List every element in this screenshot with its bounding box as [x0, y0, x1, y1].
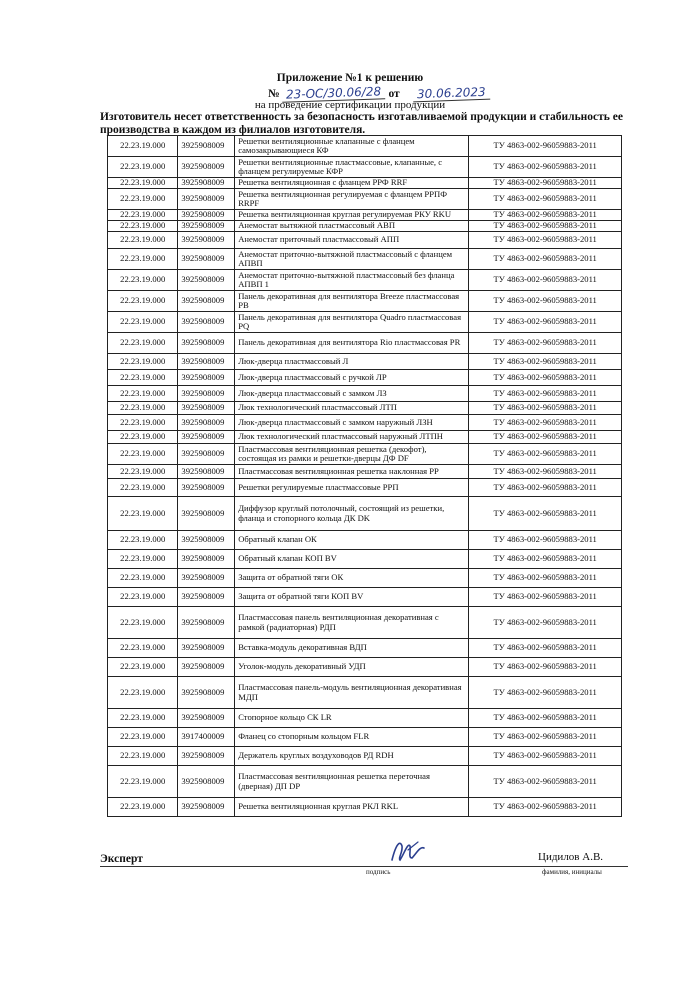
okpd-cell: 22.23.19.000	[108, 550, 178, 569]
okpd-cell: 22.23.19.000	[108, 270, 178, 291]
tu-cell: ТУ 4863-002-96059883-2011	[469, 210, 622, 221]
okpd-cell: 22.23.19.000	[108, 249, 178, 270]
table-row	[108, 402, 622, 415]
subtitle: на проведение сертификации продукции	[254, 99, 446, 111]
product-name-cell: Пластмассовая вентиляционная решетка переточная (дверная) ДП DP	[235, 766, 469, 798]
table-row	[108, 747, 622, 766]
product-name-cell: Панель декоративная для вентилятора Quadro пластмассовая PQ	[235, 312, 469, 333]
tu-cell: ТУ 4863-002-96059883-2011	[469, 709, 622, 728]
okpd-cell: 22.23.19.000	[108, 728, 178, 747]
product-name-cell: Диффузор круглый потолочный, состоящий из решетки, фланца и стопорного кольца ДК DK	[235, 497, 469, 531]
name-caption: фамилия, инициалы	[542, 868, 602, 876]
table-row	[108, 136, 622, 157]
product-name-cell: Решетка вентиляционная с фланцем РРФ RRF	[235, 178, 469, 189]
table-row	[108, 766, 622, 798]
tnved-cell: 3925908009	[178, 639, 235, 658]
tu-cell: ТУ 4863-002-96059883-2011	[469, 354, 622, 370]
tu-cell: ТУ 4863-002-96059883-2011	[469, 465, 622, 479]
tu-cell: ТУ 4863-002-96059883-2011	[469, 402, 622, 415]
table-row	[108, 270, 622, 291]
table-row	[108, 531, 622, 550]
okpd-cell: 22.23.19.000	[108, 497, 178, 531]
product-name-cell: Анемостат приточный пластмассовый АПП	[235, 232, 469, 249]
tnved-cell: 3925908009	[178, 569, 235, 588]
okpd-cell: 22.23.19.000	[108, 569, 178, 588]
tu-cell: ТУ 4863-002-96059883-2011	[469, 312, 622, 333]
table-row	[108, 588, 622, 607]
tu-cell: ТУ 4863-002-96059883-2011	[469, 658, 622, 677]
product-name-cell: Люк технологический пластмассовый наружный ЛТПН	[235, 431, 469, 444]
product-name-cell: Вставка-модуль декоративная ВДП	[235, 639, 469, 658]
product-name-cell: Решетки вентиляционные клапанные с фланцем самозакрывающиеся КФ	[235, 136, 469, 157]
tnved-cell: 3925908009	[178, 588, 235, 607]
product-name-cell: Анемостат приточно-вытяжной пластмассовый с фланцем АПВП	[235, 249, 469, 270]
tu-cell: ТУ 4863-002-96059883-2011	[469, 639, 622, 658]
product-name-cell: Анемостат приточно-вытяжной пластмассовый без фланца АПВП 1	[235, 270, 469, 291]
tu-cell: ТУ 4863-002-96059883-2011	[469, 386, 622, 402]
tu-cell: ТУ 4863-002-96059883-2011	[469, 178, 622, 189]
tnved-cell: 3925908009	[178, 677, 235, 709]
tu-cell: ТУ 4863-002-96059883-2011	[469, 370, 622, 386]
okpd-cell: 22.23.19.000	[108, 189, 178, 210]
table-row	[108, 569, 622, 588]
okpd-cell: 22.23.19.000	[108, 415, 178, 431]
okpd-cell: 22.23.19.000	[108, 354, 178, 370]
tu-cell: ТУ 4863-002-96059883-2011	[469, 157, 622, 178]
tu-cell: ТУ 4863-002-96059883-2011	[469, 728, 622, 747]
product-name-cell: Пластмассовая вентиляционная решетка (декофот), состоящая из рамки и решетки-дверцы ДФ DF	[235, 444, 469, 465]
okpd-cell: 22.23.19.000	[108, 232, 178, 249]
appendix-title: Приложение №1 к решению	[276, 72, 424, 84]
footer-rule	[100, 866, 628, 867]
products-table-body	[108, 136, 622, 817]
product-name-cell: Люк-дверца пластмассовый с ручкой ЛР	[235, 370, 469, 386]
okpd-cell: 22.23.19.000	[108, 709, 178, 728]
table-row	[108, 479, 622, 497]
okpd-cell: 22.23.19.000	[108, 431, 178, 444]
table-row	[108, 798, 622, 817]
tu-cell: ТУ 4863-002-96059883-2011	[469, 531, 622, 550]
tnved-cell: 3925908009	[178, 766, 235, 798]
tu-cell: ТУ 4863-002-96059883-2011	[469, 798, 622, 817]
okpd-cell: 22.23.19.000	[108, 221, 178, 232]
expert-label: Эксперт	[100, 853, 143, 865]
tnved-cell: 3925908009	[178, 431, 235, 444]
date-prefix: от	[388, 88, 400, 100]
table-row	[108, 550, 622, 569]
okpd-cell: 22.23.19.000	[108, 766, 178, 798]
tu-cell: ТУ 4863-002-96059883-2011	[469, 569, 622, 588]
table-row	[108, 312, 622, 333]
tnved-cell: 3925908009	[178, 531, 235, 550]
product-name-cell: Решетки регулируемые пластмассовые РРП	[235, 479, 469, 497]
product-name-cell: Решетка вентиляционная круглая регулируемая РКУ RKU	[235, 210, 469, 221]
okpd-cell: 22.23.19.000	[108, 291, 178, 312]
product-name-cell: Обратный клапан КОП BV	[235, 550, 469, 569]
tnved-cell: 3925908009	[178, 798, 235, 817]
okpd-cell: 22.23.19.000	[108, 178, 178, 189]
table-row	[108, 497, 622, 531]
table-row	[108, 677, 622, 709]
product-name-cell: Анемостат вытяжной пластмассовый АВП	[235, 221, 469, 232]
tnved-cell: 3925908009	[178, 291, 235, 312]
product-name-cell: Люк-дверца пластмассовый Л	[235, 354, 469, 370]
product-name-cell: Решетка вентиляционная круглая РКЛ RKL	[235, 798, 469, 817]
table-row	[108, 415, 622, 431]
table-row	[108, 444, 622, 465]
okpd-cell: 22.23.19.000	[108, 479, 178, 497]
table-row	[108, 210, 622, 221]
tnved-cell: 3925908009	[178, 178, 235, 189]
tu-cell: ТУ 4863-002-96059883-2011	[469, 249, 622, 270]
product-name-cell: Уголок-модуль декоративный УДП	[235, 658, 469, 677]
product-name-cell: Люк-дверца пластмассовый с замком наружный ЛЗН	[235, 415, 469, 431]
table-row	[108, 291, 622, 312]
tu-cell: ТУ 4863-002-96059883-2011	[469, 497, 622, 531]
okpd-cell: 22.23.19.000	[108, 157, 178, 178]
tnved-cell: 3925908009	[178, 312, 235, 333]
okpd-cell: 22.23.19.000	[108, 658, 178, 677]
table-row	[108, 607, 622, 639]
table-row	[108, 386, 622, 402]
tnved-cell: 3925908009	[178, 444, 235, 465]
tnved-cell: 3925908009	[178, 354, 235, 370]
tu-cell: ТУ 4863-002-96059883-2011	[469, 550, 622, 569]
okpd-cell: 22.23.19.000	[108, 370, 178, 386]
product-name-cell: Пластмассовая панель вентиляционная декоративная с рамкой (радиаторная) РДП	[235, 607, 469, 639]
table-row	[108, 639, 622, 658]
table-row	[108, 370, 622, 386]
product-name-cell: Обратный клапан ОК	[235, 531, 469, 550]
table-row	[108, 232, 622, 249]
tu-cell: ТУ 4863-002-96059883-2011	[469, 444, 622, 465]
tnved-cell: 3925908009	[178, 709, 235, 728]
okpd-cell: 22.23.19.000	[108, 136, 178, 157]
tu-cell: ТУ 4863-002-96059883-2011	[469, 333, 622, 354]
product-name-cell: Люк-дверца пластмассовый с замком ЛЗ	[235, 386, 469, 402]
tu-cell: ТУ 4863-002-96059883-2011	[469, 431, 622, 444]
product-name-cell: Пластмассовая вентиляционная решетка наклонная РР	[235, 465, 469, 479]
tu-cell: ТУ 4863-002-96059883-2011	[469, 189, 622, 210]
tnved-cell: 3925908009	[178, 607, 235, 639]
okpd-cell: 22.23.19.000	[108, 210, 178, 221]
tu-cell: ТУ 4863-002-96059883-2011	[469, 136, 622, 157]
decision-date: 30.06.2023	[412, 85, 489, 103]
table-row	[108, 431, 622, 444]
okpd-cell: 22.23.19.000	[108, 531, 178, 550]
responsibility-statement: Изготовитель несет ответственность за безопасность изготавливаемой продукции и стабильность ее производства в каждом из филиалов изготовителя.	[100, 111, 623, 136]
table-row	[108, 189, 622, 210]
tu-cell: ТУ 4863-002-96059883-2011	[469, 766, 622, 798]
table-row	[108, 658, 622, 677]
tu-cell: ТУ 4863-002-96059883-2011	[469, 270, 622, 291]
table-row	[108, 728, 622, 747]
tnved-cell: 3925908009	[178, 479, 235, 497]
table-row	[108, 157, 622, 178]
okpd-cell: 22.23.19.000	[108, 798, 178, 817]
product-name-cell: Решетки вентиляционные пластмассовые, клапанные, с фланцем регулируемые КФР	[235, 157, 469, 178]
expert-name: Цидилов А.В.	[538, 851, 604, 863]
tu-cell: ТУ 4863-002-96059883-2011	[469, 607, 622, 639]
table-row	[108, 249, 622, 270]
tnved-cell: 3925908009	[178, 136, 235, 157]
product-name-cell: Защита от обратной тяги ОК	[235, 569, 469, 588]
product-name-cell: Держатель круглых воздуховодов РД RDH	[235, 747, 469, 766]
tnved-cell: 3925908009	[178, 210, 235, 221]
tnved-cell: 3925908009	[178, 497, 235, 531]
decision-number: 23-ОС/30.06/28	[282, 84, 386, 103]
okpd-cell: 22.23.19.000	[108, 588, 178, 607]
tu-cell: ТУ 4863-002-96059883-2011	[469, 479, 622, 497]
tnved-cell: 3925908009	[178, 386, 235, 402]
product-name-cell: Пластмассовая панель-модуль вентиляционная декоративная МДП	[235, 677, 469, 709]
tnved-cell: 3925908009	[178, 550, 235, 569]
tu-cell: ТУ 4863-002-96059883-2011	[469, 747, 622, 766]
tnved-cell: 3925908009	[178, 370, 235, 386]
tnved-cell: 3925908009	[178, 658, 235, 677]
product-name-cell: Панель декоративная для вентилятора Breeze пластмассовая РВ	[235, 291, 469, 312]
products-table	[107, 135, 622, 817]
tnved-cell: 3925908009	[178, 415, 235, 431]
okpd-cell: 22.23.19.000	[108, 312, 178, 333]
product-name-cell: Решетка вентиляционная регулируемая с фланцем РРПФ RRPF	[235, 189, 469, 210]
product-name-cell: Фланец со стопорным кольцом FLR	[235, 728, 469, 747]
tnved-cell: 3925908009	[178, 402, 235, 415]
product-name-cell: Защита от обратной тяги КОП BV	[235, 588, 469, 607]
tnved-cell: 3917400009	[178, 728, 235, 747]
tnved-cell: 3925908009	[178, 270, 235, 291]
tu-cell: ТУ 4863-002-96059883-2011	[469, 221, 622, 232]
okpd-cell: 22.23.19.000	[108, 677, 178, 709]
tnved-cell: 3925908009	[178, 221, 235, 232]
tu-cell: ТУ 4863-002-96059883-2011	[469, 232, 622, 249]
tu-cell: ТУ 4863-002-96059883-2011	[469, 588, 622, 607]
tnved-cell: 3925908009	[178, 157, 235, 178]
tu-cell: ТУ 4863-002-96059883-2011	[469, 677, 622, 709]
okpd-cell: 22.23.19.000	[108, 444, 178, 465]
tnved-cell: 3925908009	[178, 189, 235, 210]
product-name-cell: Стопорное кольцо СК LR	[235, 709, 469, 728]
table-row	[108, 178, 622, 189]
table-row	[108, 221, 622, 232]
table-row	[108, 333, 622, 354]
okpd-cell: 22.23.19.000	[108, 333, 178, 354]
table-row	[108, 354, 622, 370]
okpd-cell: 22.23.19.000	[108, 402, 178, 415]
tnved-cell: 3925908009	[178, 333, 235, 354]
handwritten-signature	[388, 836, 430, 866]
tnved-cell: 3925908009	[178, 249, 235, 270]
table-row	[108, 709, 622, 728]
tnved-cell: 3925908009	[178, 747, 235, 766]
product-name-cell: Люк технологический пластмассовый ЛТП	[235, 402, 469, 415]
signature-caption: подпись	[366, 868, 391, 876]
okpd-cell: 22.23.19.000	[108, 639, 178, 658]
table-row	[108, 465, 622, 479]
product-name-cell: Панель декоративная для вентилятора Rio пластмассовая PR	[235, 333, 469, 354]
tu-cell: ТУ 4863-002-96059883-2011	[469, 291, 622, 312]
okpd-cell: 22.23.19.000	[108, 386, 178, 402]
tnved-cell: 3925908009	[178, 465, 235, 479]
okpd-cell: 22.23.19.000	[108, 465, 178, 479]
okpd-cell: 22.23.19.000	[108, 607, 178, 639]
number-prefix: №	[268, 88, 280, 100]
tnved-cell: 3925908009	[178, 232, 235, 249]
tu-cell: ТУ 4863-002-96059883-2011	[469, 415, 622, 431]
okpd-cell: 22.23.19.000	[108, 747, 178, 766]
